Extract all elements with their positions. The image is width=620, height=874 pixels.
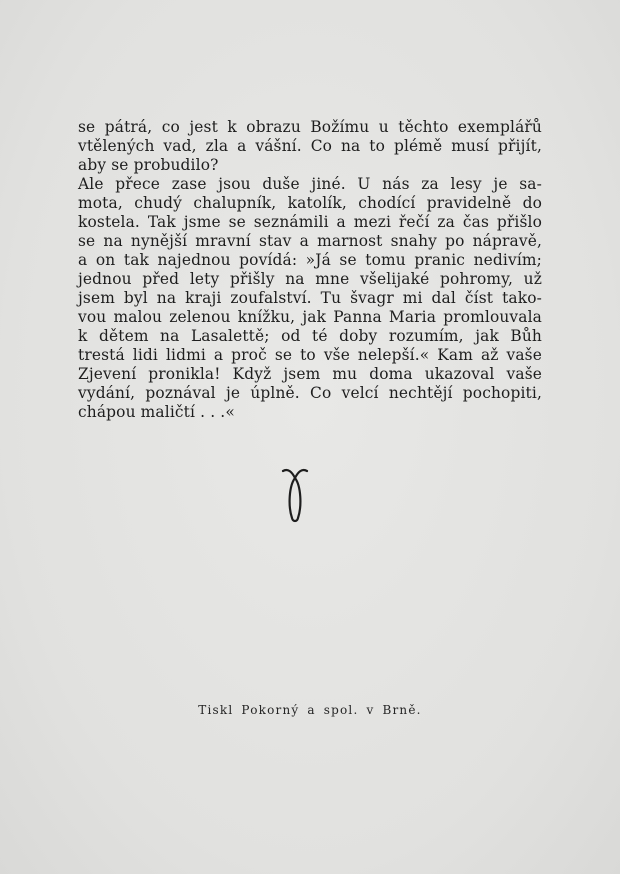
text-line: Ale přece zase jsou duše jiné. U nás za lesy je sa- (78, 175, 542, 193)
text-line: aby se probudilo? (78, 156, 219, 174)
text-line: k dětem na Lasalettě; od té doby rozumím, jak Bůh (78, 327, 542, 345)
text-line: kostela. Tak jsme se seznámili a mezi řečí za čas přišlo (78, 213, 542, 231)
body-text (78, 118, 542, 422)
text-line: mota, chudý chalupník, katolík, chodící pravidelně do (78, 194, 542, 212)
text-line: vtělených vad, zla a vášní. Co na to plémě musí přijít, (78, 137, 542, 155)
text-line: Zjevení pronikla! Když jsem mu doma ukazoval vaše (78, 365, 542, 383)
printer-imprint: Tiskl Pokorný a spol. v Brně. (198, 703, 422, 717)
text-line: trestá lidi lidmi a proč se to vše nelepší.« Kam až vaše (78, 346, 542, 364)
text-line: se pátrá, co jest k obrazu Božímu u těchto exemplářů (78, 118, 542, 136)
text-line: jednou před lety přišly na mne všelijaké pohromy, už (78, 270, 542, 288)
text-line: jsem byl na kraji zoufalství. Tu švagr mi dal číst tako- (78, 289, 542, 307)
text-line: chápou maličtí . . .« (78, 403, 235, 421)
text-line: vydání, poznával je úplně. Co velcí nechtějí pochopiti, (78, 384, 542, 402)
text-line: se na nynější mravní stav a marnost snahy po nápravě, (78, 232, 542, 250)
text-line: vou malou zelenou knížku, jak Panna Maria promlouvala (78, 308, 542, 326)
ornamental-flourish-icon (280, 466, 310, 526)
text-line: a on tak najednou povídá: »Já se tomu pranic nedivím; (78, 251, 542, 269)
